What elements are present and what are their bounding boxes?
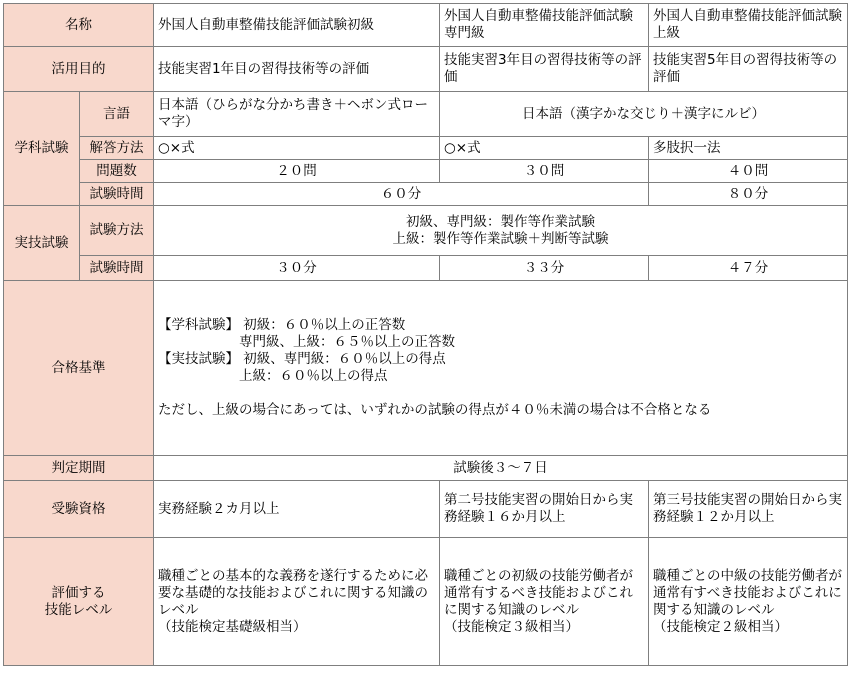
academic-exam-label: 学科試験 (4, 92, 80, 206)
purpose-specialist: 技能実習3年目の習得技術等の評価 (440, 47, 649, 92)
row-purpose (4, 47, 848, 92)
judgement-period-value: 試験後３～７日 (154, 456, 848, 481)
academic-time-label: 試験時間 (80, 183, 154, 206)
question-count-beginner: ２０問 (154, 160, 440, 183)
name-specialist: 外国人自動車整備技能評価試験専門級 (440, 4, 649, 47)
answer-method-advanced: 多肢択一法 (649, 137, 848, 160)
practical-method-line-2: 上級：製作等作業試験＋判断等試験 (392, 230, 609, 247)
language-beginner: 日本語（ひらがな分かち書き＋ヘボン式ローマ字） (154, 92, 440, 137)
row-practical-method (4, 206, 848, 256)
answer-method-beginner: ○×式 (154, 137, 440, 160)
question-count-specialist: ３０問 (440, 160, 649, 183)
name-advanced: 外国人自動車整備技能評価試験上級 (649, 4, 848, 47)
skill-level-specialist-note: （技能検定３級相当） (444, 618, 579, 635)
eligibility-specialist: 第二号技能実習の開始日から実務経験１６か月以上 (440, 481, 649, 538)
skill-level-advanced (649, 538, 848, 666)
purpose-advanced: 技能実習5年目の習得技術等の評価 (649, 47, 848, 92)
criteria-line-3: 【実技試験】 初級、専門級：６０％以上の得点 (158, 351, 446, 367)
academic-time-advanced: ８０分 (649, 183, 848, 206)
name-beginner: 外国人自動車整備技能評価試験初級 (154, 4, 440, 47)
skill-level-beginner-note: （技能検定基礎級相当） (158, 618, 307, 635)
purpose-label: 活用目的 (4, 47, 154, 92)
practical-method-value (154, 206, 848, 256)
criteria-note: ただし、上級の場合にあっては、いずれかの試験の得点が４０％未満の場合は不合格となる (158, 402, 712, 418)
row-question-count (4, 160, 848, 183)
practical-time-label: 試験時間 (80, 256, 154, 281)
judgement-period-label: 判定期間 (4, 456, 154, 481)
skill-level-label-line-2: 技能レベル (44, 601, 113, 618)
skill-level-label (4, 538, 154, 666)
skill-level-advanced-note: （技能検定２級相当） (653, 618, 788, 635)
skill-level-advanced-text: 職種ごとの中級の技能労働者が通常有すべき技能およびこれに関する知識のレベル (653, 567, 842, 618)
pass-criteria-value (154, 281, 848, 456)
skill-level-beginner (154, 538, 440, 666)
row-eligibility (4, 481, 848, 538)
name-label: 名称 (4, 4, 154, 47)
skill-level-specialist-text: 職種ごとの初級の技能労働者が通常有するべき技能およびこれに関する知識のレベル (444, 567, 633, 618)
row-practical-time (4, 256, 848, 281)
language-specialist-advanced: 日本語（漢字かな交じり＋漢字にルビ） (440, 92, 848, 137)
practical-time-specialist: ３３分 (440, 256, 649, 281)
criteria-line-1: 【学科試験】 初級：６０％以上の正答数 (158, 317, 406, 333)
answer-method-label: 解答方法 (80, 137, 154, 160)
eligibility-label: 受験資格 (4, 481, 154, 538)
skill-level-specialist (440, 538, 649, 666)
practical-method-line-1: 初級、専門級：製作等作業試験 (406, 213, 595, 230)
eligibility-beginner: 実務経験２カ月以上 (154, 481, 440, 538)
criteria-line-2: 専門級、上級：６５％以上の正答数 (158, 334, 455, 350)
row-answer-method (4, 137, 848, 160)
practical-exam-label: 実技試験 (4, 206, 80, 281)
pass-criteria-label: 合格基準 (4, 281, 154, 456)
row-skill-level (4, 538, 848, 666)
answer-method-specialist: ○×式 (440, 137, 649, 160)
eligibility-advanced: 第三号技能実習の開始日から実務経験１２か月以上 (649, 481, 848, 538)
criteria-line-4: 上級：６０％以上の得点 (158, 368, 388, 384)
row-name (4, 4, 848, 47)
row-pass-criteria (4, 281, 848, 456)
academic-time-beginner-specialist: ６０分 (154, 183, 649, 206)
practical-time-beginner: ３０分 (154, 256, 440, 281)
skill-level-beginner-text: 職種ごとの基本的な義務を遂行するために必要な基礎的な技能およびこれに関する知識のレベル (158, 567, 428, 618)
question-count-advanced: ４０問 (649, 160, 848, 183)
criteria-spacer (158, 385, 843, 402)
question-count-label: 問題数 (80, 160, 154, 183)
practical-time-advanced: ４７分 (649, 256, 848, 281)
skill-level-label-line-1: 評価する (51, 584, 106, 601)
row-academic-time (4, 183, 848, 206)
purpose-beginner: 技能実習1年目の習得技術等の評価 (154, 47, 440, 92)
row-judgement-period (4, 456, 848, 481)
language-label: 言語 (80, 92, 154, 137)
practical-method-label: 試験方法 (80, 206, 154, 256)
row-language (4, 92, 848, 137)
exam-comparison-table (3, 3, 848, 666)
